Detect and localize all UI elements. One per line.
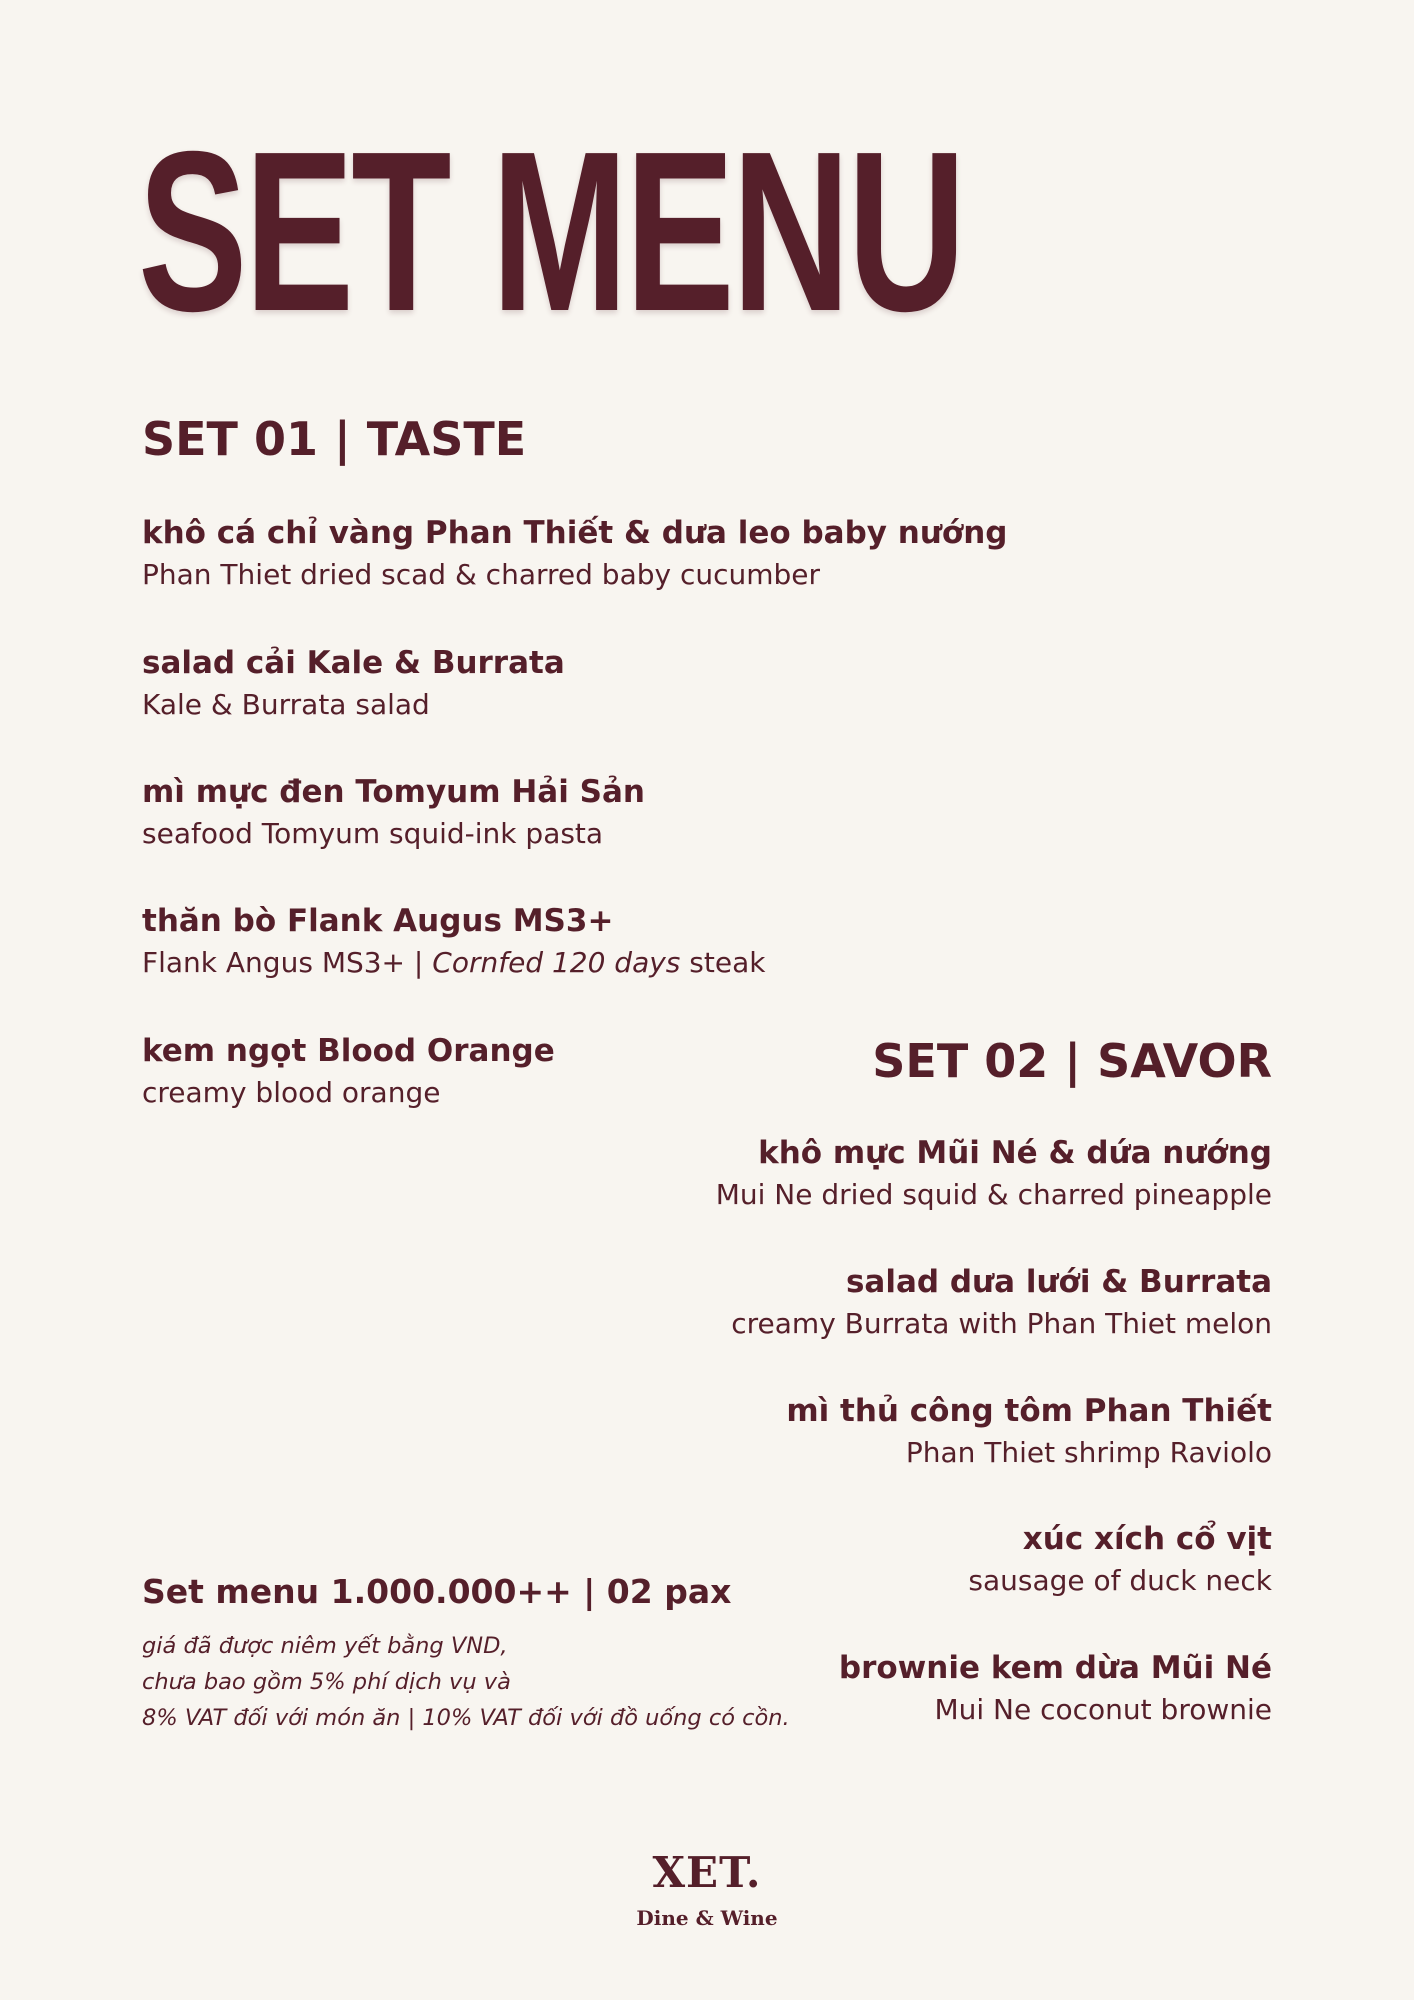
- dish-description: Mui Ne dried squid & charred pineapple: [715, 1178, 1272, 1212]
- set2-dish-4: [968, 1521, 1272, 1598]
- dish-name: mì thủ công tôm Phan Thiết: [786, 1393, 1272, 1429]
- set1-dish-4: [142, 903, 765, 980]
- dish-name: xúc xích cổ vịt: [1022, 1521, 1272, 1557]
- dish-name: thăn bò Flank Augus MS3+: [142, 903, 614, 939]
- dish-description: creamy blood orange: [142, 1076, 441, 1110]
- dish-description-end: steak: [680, 946, 766, 980]
- dish-description: sausage of duck neck: [968, 1564, 1272, 1598]
- page-title: SET MENU: [138, 105, 964, 359]
- set1-dish-1: [142, 515, 1008, 592]
- set1-heading: SET 01 | TASTE: [142, 412, 527, 466]
- dish-description: Phan Thiet dried scad & charred baby cucumber: [142, 558, 821, 592]
- set1-dish-3: [142, 774, 645, 851]
- price-note-line: chưa bao gồm 5% phí dịch vụ và: [142, 1669, 511, 1695]
- set1-dish-5: [142, 1033, 555, 1110]
- dish-description: Phan Thiet shrimp Raviolo: [905, 1436, 1272, 1470]
- set2-dish-3: [786, 1393, 1272, 1470]
- dish-description-italic: Cornfed 120 days: [432, 946, 681, 980]
- dish-name: salad cải Kale & Burrata: [142, 645, 565, 681]
- price-note-line: giá đã được niêm yết bằng VND,: [142, 1633, 508, 1659]
- dish-description: Kale & Burrata salad: [142, 688, 430, 722]
- set2-dish-5: [839, 1650, 1272, 1727]
- dish-description: creamy Burrata with Phan Thiet melon: [731, 1307, 1272, 1341]
- set2-dish-1: [716, 1135, 1272, 1212]
- set-price: Set menu 1.000.000++ | 02 pax: [142, 1572, 732, 1611]
- restaurant-logo: [0, 1848, 1414, 1930]
- dish-name: mì mực đen Tomyum Hải Sản: [142, 774, 645, 810]
- set1-dish-2: [142, 645, 565, 722]
- dish-description: [142, 946, 765, 980]
- dish-name: brownie kem dừa Mũi Né: [838, 1650, 1272, 1686]
- dish-description: seafood Tomyum squid-ink pasta: [142, 817, 604, 851]
- dish-name: kem ngọt Blood Orange: [142, 1033, 555, 1069]
- dish-description: Mui Ne coconut brownie: [934, 1693, 1272, 1727]
- logo-name: XET.: [652, 1848, 762, 1897]
- logo-tagline: Dine & Wine: [636, 1906, 778, 1930]
- price-note: [142, 1628, 790, 1736]
- price-note-line: 8% VAT đối với món ăn | 10% VAT đối với đồ uống có cồn.: [142, 1705, 790, 1731]
- set2-dish-2: [731, 1264, 1272, 1341]
- dish-name: salad dưa lưới & Burrata: [845, 1264, 1272, 1300]
- dish-name: khô cá chỉ vàng Phan Thiết & dưa leo baby nướng: [142, 515, 1008, 551]
- dish-description-start: Flank Angus MS3+ |: [142, 946, 433, 980]
- dish-name: khô mực Mũi Né & dứa nướng: [758, 1135, 1272, 1171]
- set2-heading: SET 02 | SAVOR: [872, 1034, 1272, 1088]
